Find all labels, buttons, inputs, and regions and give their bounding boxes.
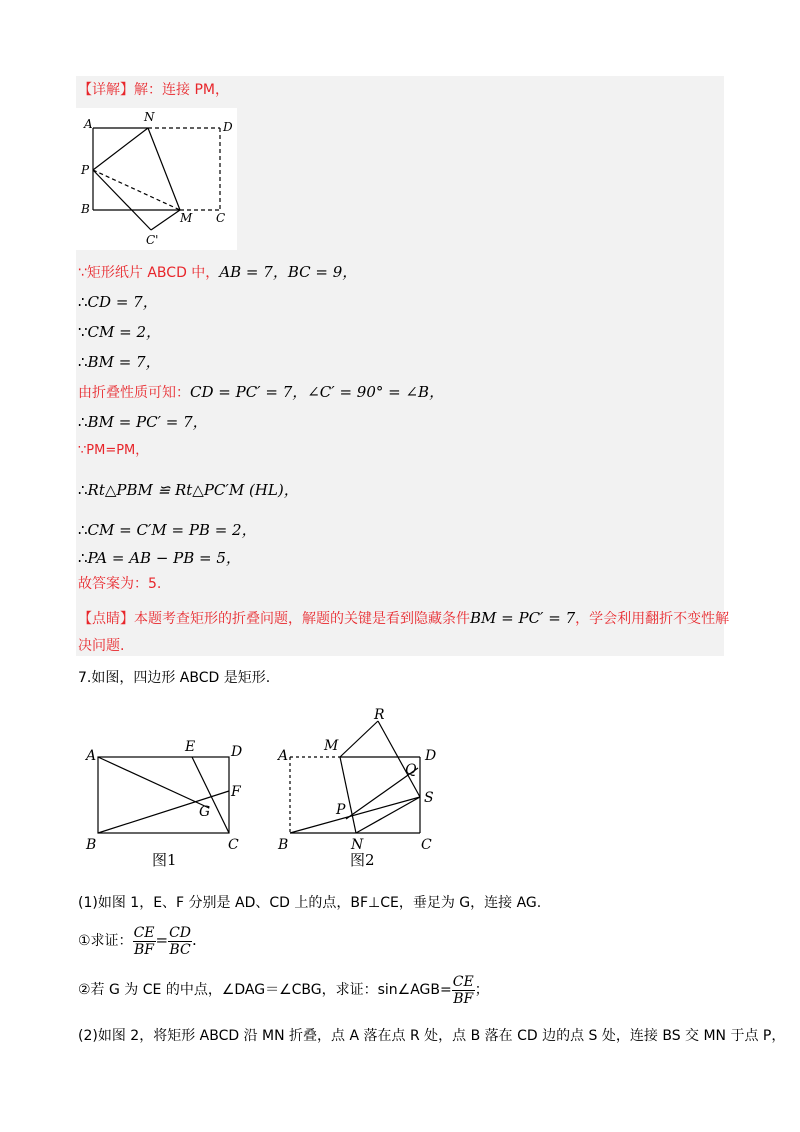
fraction-denominator: BC	[169, 941, 191, 958]
fig2-label-r: R	[374, 707, 385, 723]
fig2-label-m: M	[324, 738, 339, 754]
proof-2-prefix: ②若 G 为 CE 的中点，∠DAG＝∠CBG，求证：sin∠AGB=	[78, 982, 452, 998]
step-2: ∴CD = 7，	[78, 293, 158, 311]
problem-figures	[78, 700, 458, 870]
fig2-label-d: D	[425, 748, 437, 764]
fig2-label-a: A	[278, 748, 289, 764]
part-1-text: (1)如图 1，E、F 分别是 AD、CD 上的点，BF⊥CE，垂足为 G，连接 AG.	[78, 895, 542, 911]
fig1-label-g: G	[199, 804, 211, 820]
fig1-label-b: B	[86, 837, 97, 853]
problem-title: 7.如图，四边形 ABCD 是矩形.	[78, 670, 271, 686]
fig1-label-a: A	[86, 748, 97, 764]
comment-label: 【点睛】	[78, 611, 134, 627]
fraction-numerator: CE	[133, 924, 155, 941]
proof-2-end: ；	[474, 982, 489, 998]
figure-1-shapes	[98, 757, 229, 833]
solution-heading	[78, 80, 229, 100]
comment-line-1	[78, 608, 729, 629]
proof-2	[78, 970, 489, 1010]
fraction-ce-bf-2	[452, 974, 475, 1007]
step-3: ∵CM = 2，	[78, 323, 162, 341]
step-5-text: 由折叠性质可知：	[78, 385, 190, 401]
fig-label-m: M	[180, 211, 193, 225]
comment-text-1: 本题考查矩形的折叠问题，解题的关键是看到隐藏条件	[134, 611, 470, 627]
fold-figure	[76, 108, 237, 250]
fig-label-b: B	[81, 202, 90, 216]
fig1-label-f: F	[231, 784, 241, 800]
heading-label: 【详解】	[78, 82, 134, 98]
step-5	[78, 382, 444, 403]
fig1-label-d: D	[231, 744, 243, 760]
step-6-math: BM = PC′ = 7，	[87, 413, 208, 431]
heading-text: 解：连接 PM，	[134, 82, 229, 98]
proof-1: ①求证： $\frac{CE}{BF}$ = $\frac{CD}{BC}$ .	[78, 924, 197, 958]
fig1-caption: 图1	[152, 851, 177, 869]
fig2-label-s: S	[424, 790, 434, 806]
fraction-cd-bc	[168, 925, 192, 958]
step-8: ∴Rt△PBM ≌ Rt△PC′M (HL)，	[78, 481, 299, 499]
step-8-math: Rt△PBM ≌ Rt△PC′M (HL)，	[87, 481, 299, 499]
comment-math: BM = PC′ = 7	[470, 609, 576, 627]
fig2-label-c: C	[421, 837, 432, 853]
comment-line-2: 决问题.	[78, 638, 125, 654]
fig2-caption: 图2	[350, 851, 375, 869]
step-9: ∴CM = C′M = PB = 2，	[78, 521, 257, 539]
fig-label-p: P	[81, 163, 90, 177]
step-10: ∴PA = AB − PB = 5，	[78, 549, 241, 567]
step-4-math: BM = 7，	[87, 353, 161, 371]
step-1-math: AB = 7，BC = 9，	[219, 263, 358, 281]
step-3-math: CM = 2，	[87, 323, 162, 341]
fig1-label-e: E	[185, 739, 196, 755]
fig-label-c-prime: C'	[146, 233, 159, 247]
step-9-math: CM = C′M = PB = 2，	[87, 521, 257, 539]
fig2-label-b: B	[278, 837, 289, 853]
fig-label-n: N	[144, 110, 155, 124]
comment-text-2: ，学会利用翻折不变性解	[575, 611, 730, 627]
fraction-numerator: CD	[169, 924, 192, 941]
step-1-text: ∵矩形纸片 ABCD 中，	[78, 265, 220, 281]
figure-2-shapes	[290, 721, 420, 833]
step-10-math: PA = AB − PB = 5，	[87, 549, 241, 567]
step-1	[78, 262, 357, 283]
fig1-label-c: C	[228, 837, 239, 853]
fig2-label-p: P	[336, 802, 346, 818]
fig2-label-q: Q	[405, 762, 417, 778]
fold-figure-svg	[76, 108, 237, 250]
answer-line: 故答案为：5.	[78, 576, 162, 592]
fraction-numerator: CE	[452, 973, 474, 990]
step-6: ∴BM = PC′ = 7，	[78, 413, 208, 431]
step-4: ∴BM = 7，	[78, 353, 161, 371]
proof-1-prefix: ①求证：	[78, 933, 133, 949]
fig-label-c: C	[216, 211, 226, 225]
step-7: ∵PM=PM，	[78, 443, 149, 458]
fig2-label-n: N	[351, 837, 364, 853]
fraction-ce-bf	[133, 925, 156, 958]
fraction-denominator: BF	[134, 941, 155, 958]
step-2-math: CD = 7，	[87, 293, 158, 311]
part-2-text: (2)如图 2，将矩形 ABCD 沿 MN 折叠，点 A 落在点 R 处，点 B 落在 CD 边的点 S 处，连接 BS 交 MN 于点 P，	[78, 1028, 786, 1044]
step-5-math: CD = PC′ = 7，∠C′ = 90° = ∠B，	[190, 383, 445, 401]
fig-label-a: A	[84, 117, 93, 131]
fraction-denominator: BF	[453, 990, 474, 1007]
fig-label-d: D	[223, 120, 233, 134]
